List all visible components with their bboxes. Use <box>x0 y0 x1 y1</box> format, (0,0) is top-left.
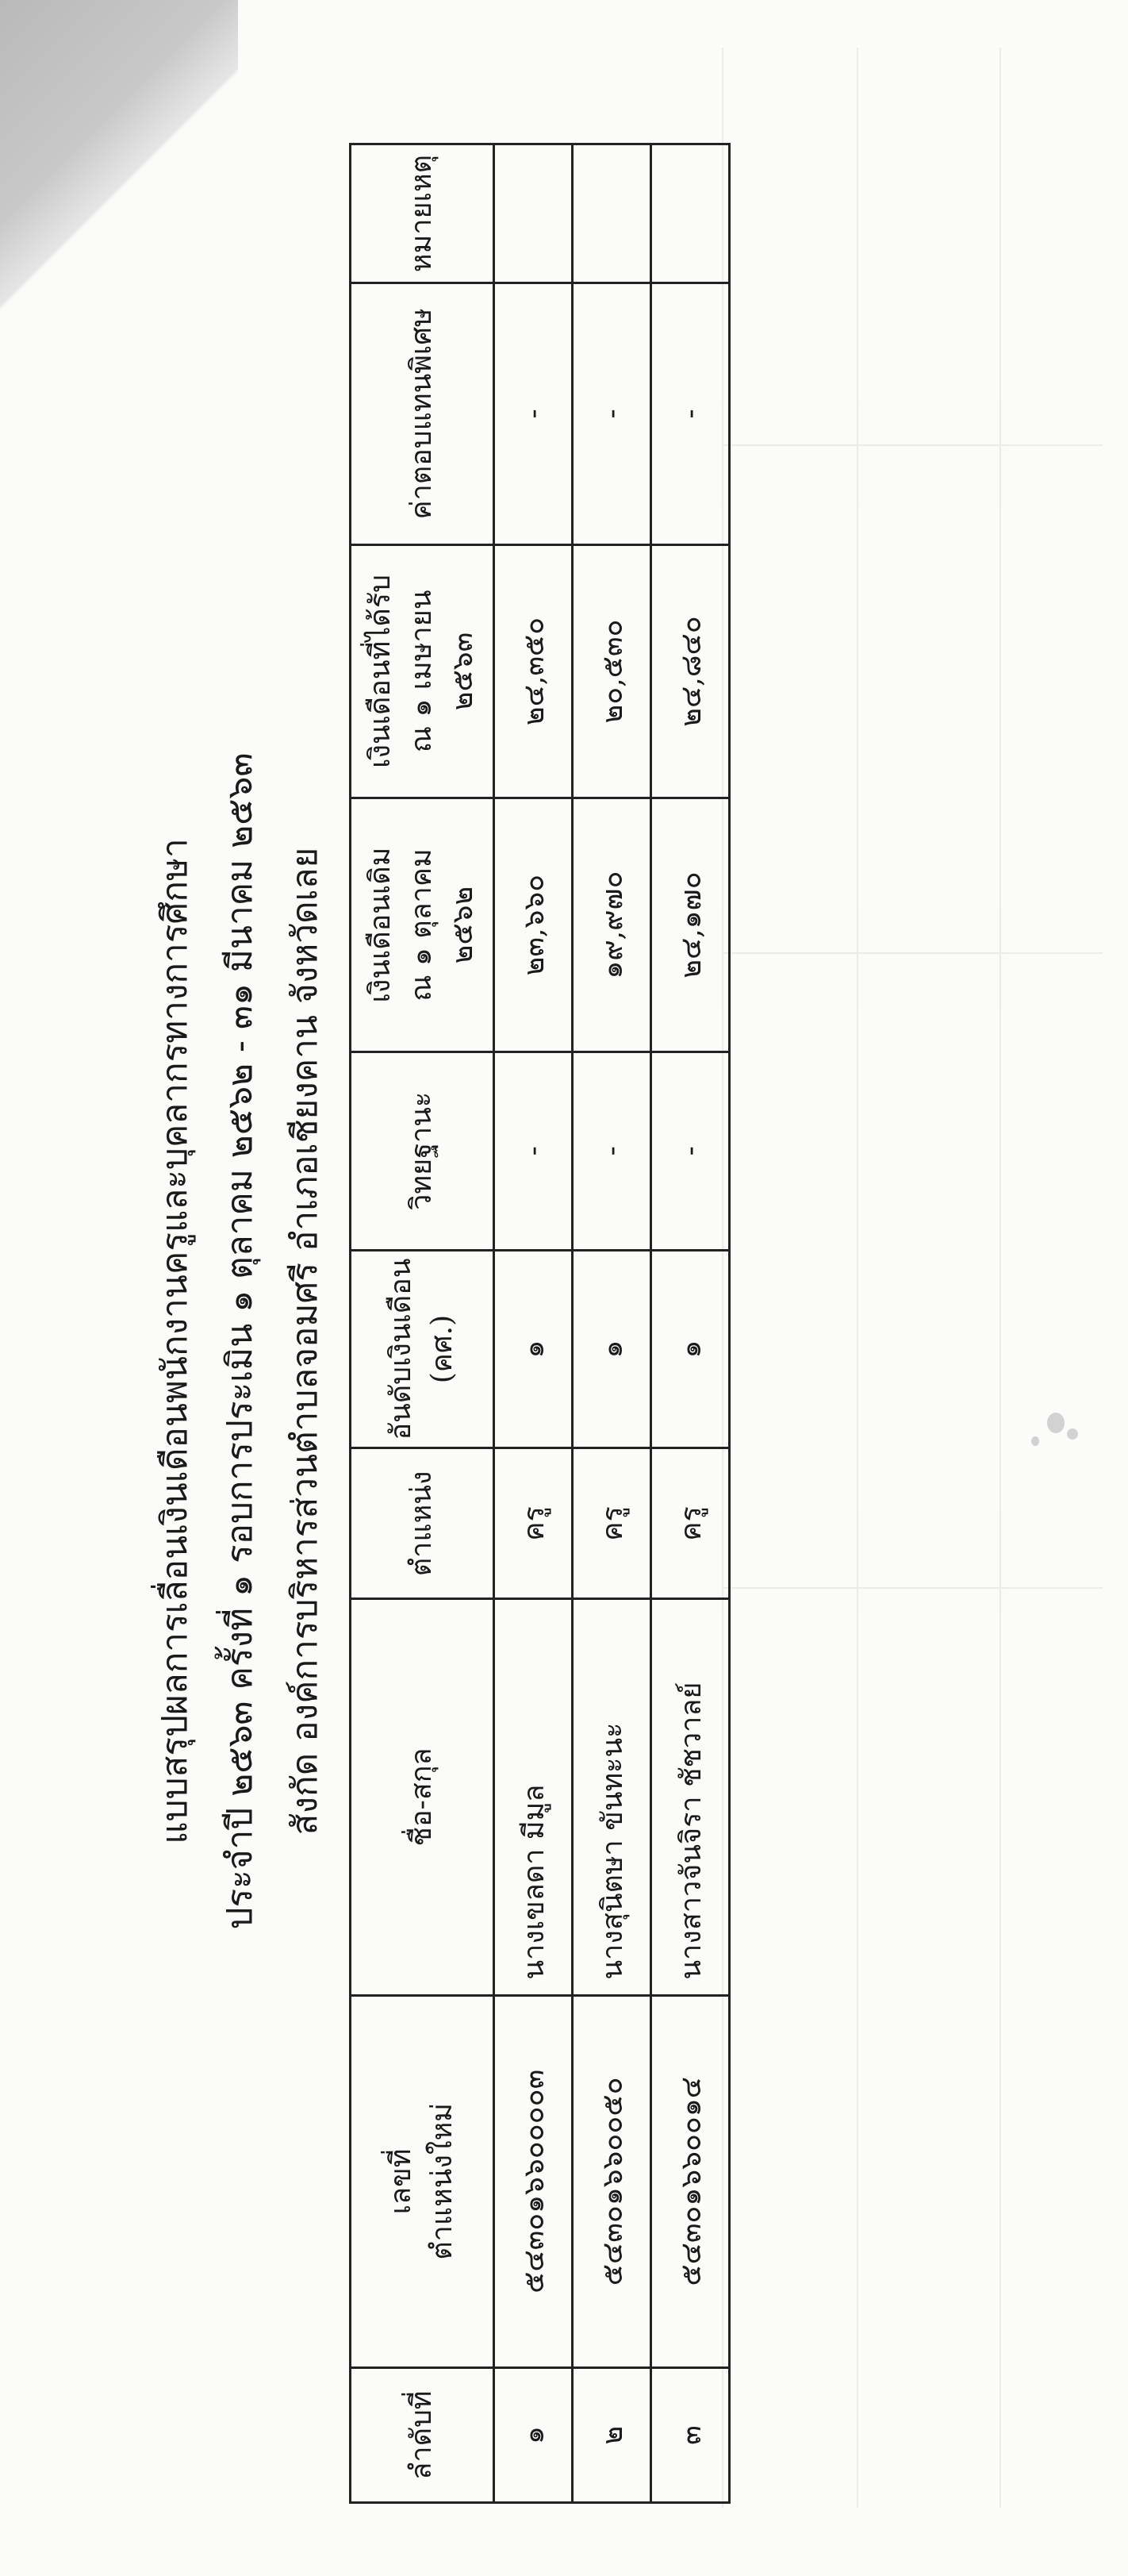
cell-order: ๑ <box>494 2368 573 2503</box>
cell-remarks <box>573 144 651 283</box>
header-position-number: เลขที่ ตำแหน่งใหม่ <box>351 1995 494 2368</box>
scan-speck <box>1067 1428 1078 1440</box>
cell-remarks <box>494 144 573 283</box>
cell-name: นางเขลดา มีมูล <box>494 1599 573 1995</box>
cell-salary-grade: ๑ <box>494 1250 573 1448</box>
scan-speck <box>1047 1413 1065 1433</box>
header-old-salary: เงินเดือนเดิม ณ ๑ ตุลาคม ๒๕๖๒ <box>351 798 494 1052</box>
table-row <box>573 144 651 2503</box>
rotated-document <box>119 56 817 2532</box>
cell-name: นางสุนิตษา ขันทะนะ <box>573 1599 651 1995</box>
header-academic-standing: วิทยฐานะ <box>351 1052 494 1250</box>
cell-name: นางสาวจันจิรา ชัชวาลย์ <box>651 1599 730 1995</box>
cell-position-number: ๕๔๓๐๑๖๖๐๐๐๐๓ <box>494 1995 573 2368</box>
table-row <box>494 144 573 2503</box>
header-position: ตำแหน่ง <box>351 1448 494 1599</box>
header-new-salary: เงินเดือนที่ได้รับ ณ ๑ เมษายน ๒๕๖๓ <box>351 544 494 798</box>
header-salary-grade: อันดับเงินเดือน (คศ.) <box>351 1250 494 1448</box>
title-line-1: แบบสรุปผลการเลื่อนเงินเดือนพนักงานครูและบุคลากรทางการศึกษา <box>155 838 195 1844</box>
cell-academic-standing: - <box>573 1052 651 1250</box>
cell-position: ครู <box>651 1448 730 1599</box>
title-line-2: ประจำปี ๒๕๖๓ ครั้งที่ ๑ รอบการประเมิน ๑ ตุลาคม ๒๕๖๒ - ๓๑ มีนาคม ๒๕๖๓ <box>220 752 260 1930</box>
header-remarks: หมายเหตุ <box>351 144 494 283</box>
scan-speck <box>1031 1436 1039 1446</box>
cell-academic-standing: - <box>494 1052 573 1250</box>
header-name: ชื่อ-สกุล <box>351 1599 494 1995</box>
cell-position: ครู <box>573 1448 651 1599</box>
document-title <box>143 151 338 2532</box>
cell-special-compensation: - <box>573 283 651 545</box>
cell-old-salary: ๒๓,๖๖๐ <box>494 798 573 1052</box>
salary-table <box>349 143 731 2504</box>
cell-academic-standing: - <box>651 1052 730 1250</box>
cell-special-compensation: - <box>651 283 730 545</box>
header-special-compensation: ค่าตอบแทนพิเศษ <box>351 283 494 545</box>
cell-new-salary: ๒๔,๘๔๐ <box>651 544 730 798</box>
cell-remarks <box>651 144 730 283</box>
cell-old-salary: ๒๔,๑๗๐ <box>651 798 730 1052</box>
cell-old-salary: ๑๙,๙๗๐ <box>573 798 651 1052</box>
cell-order: ๓ <box>651 2368 730 2503</box>
cell-order: ๒ <box>573 2368 651 2503</box>
cell-new-salary: ๒๐,๕๓๐ <box>573 544 651 798</box>
cell-position-number: ๕๔๓๐๑๖๖๐๐๕๐ <box>573 1995 651 2368</box>
cell-position: ครู <box>494 1448 573 1599</box>
cell-position-number: ๕๔๓๐๑๖๖๐๐๑๔ <box>651 1995 730 2368</box>
cell-new-salary: ๒๔,๓๕๐ <box>494 544 573 798</box>
table-header-row <box>351 144 494 2503</box>
table-row <box>651 144 730 2503</box>
cell-salary-grade: ๑ <box>651 1250 730 1448</box>
title-line-3: สังกัด องค์การบริหารส่วนตำบลจอมศรี อำเภอเชียงคาน จังหวัดเลย <box>285 847 325 1836</box>
cell-special-compensation: - <box>494 283 573 545</box>
header-order: ลำดับที่ <box>351 2368 494 2503</box>
cell-salary-grade: ๑ <box>573 1250 651 1448</box>
